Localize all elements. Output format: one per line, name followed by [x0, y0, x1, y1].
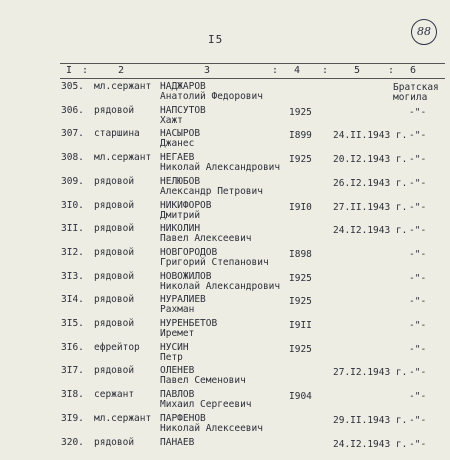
row-rank: рядовой: [94, 365, 135, 377]
table-row: [0, 317, 450, 341]
row-burial-place: -"-: [409, 438, 427, 450]
row-given-name: Николай Александрович: [160, 162, 281, 174]
row-rank: рядовой: [94, 104, 135, 116]
row-surname: ОЛЕНЕВ: [160, 365, 195, 377]
row-number: 3I6.: [61, 341, 84, 353]
row-burial-place: Братская: [393, 82, 439, 93]
row-surname: НИКИФОРОВ: [160, 199, 212, 211]
row-death-date: 24.I2.1943 г.: [333, 225, 408, 237]
table-row: [0, 436, 450, 460]
row-burial-place: -"-: [409, 130, 427, 142]
row-rank: мл.сержант: [94, 81, 152, 92]
table-row: [0, 175, 450, 199]
row-rank: рядовой: [94, 436, 135, 448]
row-given-name: Рахман: [160, 304, 195, 316]
table-header: [60, 63, 445, 79]
header-col-4: 4: [294, 65, 301, 76]
header-col-1: I: [66, 65, 73, 76]
table-row: [0, 246, 450, 270]
table-row: [0, 270, 450, 294]
row-number: 3I7.: [61, 365, 84, 377]
row-given-name: Иремет: [160, 328, 195, 339]
row-birth-year: I898: [289, 248, 312, 260]
table-row: [0, 293, 450, 317]
table-row: [0, 222, 450, 246]
header-col-3: 3: [204, 65, 211, 76]
header-sep-4: :: [388, 65, 395, 76]
row-birth-year: I9I0: [289, 201, 312, 213]
row-number: 307.: [61, 128, 84, 140]
row-burial-place: -"-: [409, 225, 427, 237]
row-death-date: 24.II.1943 г.: [333, 130, 408, 142]
row-rank: рядовой: [94, 175, 135, 187]
row-number: 320.: [61, 436, 84, 448]
row-death-date: 27.II.1943 г.: [333, 201, 408, 213]
table-row: [0, 388, 450, 412]
row-burial-place: -"-: [409, 320, 427, 331]
row-burial-place-line2: могила: [393, 92, 428, 103]
page-number: I5: [208, 33, 224, 46]
row-surname: НАДЖАРОВ: [160, 81, 206, 92]
row-surname: ПАНАЕВ: [160, 436, 195, 448]
row-given-name: Михаил Сергеевич: [160, 399, 252, 411]
table-row: [0, 199, 450, 223]
row-given-name: Николай Александрович: [160, 280, 281, 292]
row-rank: сержант: [94, 389, 135, 401]
row-number: 3I0.: [61, 199, 84, 211]
header-sep-1: :: [82, 65, 89, 76]
row-surname: НАПСУТОВ: [160, 104, 206, 116]
header-col-5: 5: [354, 65, 361, 76]
row-given-name: Николай Алексеевич: [160, 422, 263, 434]
row-given-name: Джанес: [160, 138, 195, 150]
row-number: 3I8.: [61, 389, 84, 401]
table-row: [0, 412, 450, 436]
row-number: 3I5.: [61, 318, 84, 329]
row-burial-place: -"-: [409, 367, 427, 379]
row-birth-year: 1925: [289, 106, 312, 118]
row-number: 306.: [61, 104, 84, 116]
row-death-date: 27.I2.1943 г.: [333, 367, 408, 379]
row-death-date: 29.II.1943 г.: [333, 414, 408, 426]
row-death-date: 24.I2.1943 г.: [333, 438, 408, 450]
row-death-date: 20.I2.1943 г.: [333, 154, 408, 166]
row-given-name: Петр: [160, 351, 183, 363]
row-birth-year: I9II: [289, 320, 312, 331]
row-rank: рядовой: [94, 246, 135, 258]
row-burial-place: -"-: [409, 106, 427, 118]
row-birth-year: I925: [289, 154, 312, 166]
row-number: 3I2.: [61, 246, 84, 258]
table-row: [0, 341, 450, 365]
row-surname: НУСИН: [160, 341, 189, 353]
row-surname: НОВОЖИЛОВ: [160, 270, 212, 282]
table-row: [0, 151, 450, 175]
row-burial-place: -"-: [409, 248, 427, 260]
row-burial-place: -"-: [409, 154, 427, 166]
row-number: 305.: [61, 81, 84, 92]
row-rank: мл.сержант: [94, 152, 152, 164]
row-number: 309.: [61, 175, 84, 187]
row-number: 308.: [61, 152, 84, 164]
row-rank: рядовой: [94, 199, 135, 211]
row-death-date: 26.I2.1943 г.: [333, 177, 408, 189]
row-number: 3I3.: [61, 270, 84, 282]
table-row: [0, 104, 450, 128]
row-given-name: Анатолий Федорович: [160, 91, 263, 102]
row-surname: ПАВЛОВ: [160, 389, 195, 401]
row-rank: рядовой: [94, 223, 135, 235]
row-rank: рядовой: [94, 270, 135, 282]
archive-stamp: 88: [411, 19, 437, 45]
row-given-name: Павел Алексеевич: [160, 233, 252, 245]
table-row: [0, 364, 450, 388]
row-surname: НЕЛЮБОВ: [160, 175, 201, 187]
header-sep-2: :: [272, 65, 279, 76]
header-col-6: 6: [410, 65, 417, 76]
table-row: [0, 127, 450, 151]
row-burial-place: -"-: [409, 272, 427, 284]
row-given-name: Хажт: [160, 114, 183, 126]
table-row: [0, 80, 450, 104]
row-given-name: Григорий Степанович: [160, 256, 269, 268]
header-sep-3: :: [322, 65, 329, 76]
row-surname: НЕГАЕВ: [160, 152, 195, 164]
row-rank: мл.сержант: [94, 412, 152, 424]
row-surname: ПАРФЕНОВ: [160, 412, 206, 424]
row-birth-year: I925: [289, 272, 312, 284]
header-col-2: 2: [118, 65, 125, 76]
row-surname: НОВГОРОДОВ: [160, 246, 218, 258]
row-burial-place: -"-: [409, 414, 427, 426]
row-given-name: Павел Семенович: [160, 375, 246, 387]
row-surname: НИКОЛИН: [160, 223, 201, 235]
row-rank: старшина: [94, 128, 140, 140]
row-surname: НУРЕНБЕТОВ: [160, 318, 218, 329]
row-burial-place: -"-: [409, 201, 427, 213]
row-burial-place: -"-: [409, 391, 427, 403]
row-rank: рядовой: [94, 318, 135, 329]
row-burial-place: -"-: [409, 343, 427, 355]
row-birth-year: I899: [289, 130, 312, 142]
row-given-name: Дмитрий: [160, 209, 201, 221]
row-given-name: Александр Петрович: [160, 185, 263, 197]
row-burial-place: -"-: [409, 296, 427, 308]
row-number: 3I9.: [61, 412, 84, 424]
row-burial-place: -"-: [409, 177, 427, 189]
row-surname: НУРАЛИЕВ: [160, 294, 206, 306]
row-birth-year: I925: [289, 296, 312, 308]
row-rank: рядовой: [94, 294, 135, 306]
row-rank: ефрейтор: [94, 341, 140, 353]
row-birth-year: I925: [289, 343, 312, 355]
row-birth-year: I904: [289, 391, 312, 403]
row-number: 3II.: [61, 223, 84, 235]
row-number: 3I4.: [61, 294, 84, 306]
row-surname: НАСЫРОВ: [160, 128, 201, 140]
